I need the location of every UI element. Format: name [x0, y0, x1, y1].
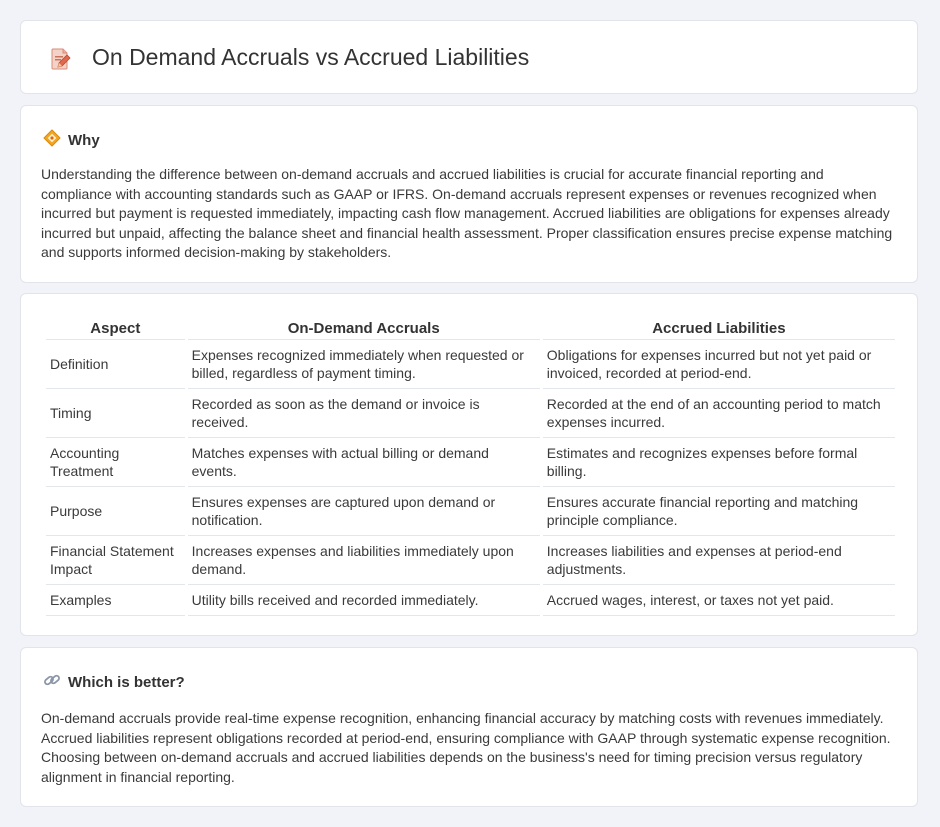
- row-aspect: Financial Statement Impact: [46, 536, 185, 585]
- row-aspect: Timing: [46, 389, 185, 438]
- diamond-warning-icon: [43, 129, 61, 152]
- why-section: [20, 105, 918, 283]
- row-accrued: Accrued wages, interest, or taxes not yet paid.: [543, 585, 895, 616]
- header-on-demand-accruals: On-Demand Accruals: [188, 315, 540, 340]
- header-aspect: Aspect: [46, 315, 185, 340]
- why-heading: Why: [68, 132, 100, 149]
- row-on-demand: Matches expenses with actual billing or demand events.: [188, 438, 540, 487]
- row-aspect: Definition: [46, 340, 185, 389]
- title-card: [20, 20, 918, 94]
- page-title: On Demand Accruals vs Accrued Liabilities: [92, 44, 530, 70]
- row-on-demand: Expenses recognized immediately when requested or billed, regardless of payment timing.: [188, 340, 540, 389]
- table-row: [46, 487, 895, 536]
- header-accrued-liabilities: Accrued Liabilities: [543, 315, 895, 340]
- row-on-demand: Utility bills received and recorded immediately.: [188, 585, 540, 616]
- link-icon: [43, 671, 61, 694]
- table-header-row: [46, 315, 895, 340]
- table-row: [46, 536, 895, 585]
- better-heading: Which is better?: [68, 674, 185, 691]
- better-body: On-demand accruals provide real-time expense recognition, enhancing financial accuracy by matching costs with revenues immediately. Accrued liabilities represent obligations recorded at period-end, ensuring compliance with GAAP through systematic expense recognition. Choosing between on-demand accruals and accrued liabilities depends on the business's need for timing precision versus regulatory alignment in financial reporting.: [41, 710, 891, 785]
- table-row: [46, 389, 895, 438]
- row-aspect: Examples: [46, 585, 185, 616]
- row-accrued: Obligations for expenses incurred but not yet paid or invoiced, recorded at period-end.: [543, 340, 895, 389]
- row-aspect: Purpose: [46, 487, 185, 536]
- comparison-table-card: [20, 293, 918, 636]
- why-heading-row: [43, 129, 100, 152]
- table-row: [46, 340, 895, 389]
- row-accrued: Recorded at the end of an accounting period to match expenses incurred.: [543, 389, 895, 438]
- row-on-demand: Recorded as soon as the demand or invoice is received.: [188, 389, 540, 438]
- row-accrued: Ensures accurate financial reporting and matching principle compliance.: [543, 487, 895, 536]
- row-aspect: Accounting Treatment: [46, 438, 185, 487]
- row-on-demand: Increases expenses and liabilities immediately upon demand.: [188, 536, 540, 585]
- document-edit-icon: [48, 47, 72, 76]
- which-is-better-section: [20, 647, 918, 807]
- better-heading-row: [43, 671, 185, 694]
- comparison-table: [43, 315, 898, 616]
- row-accrued: Estimates and recognizes expenses before formal billing.: [543, 438, 895, 487]
- table-row: [46, 438, 895, 487]
- table-row: [46, 585, 895, 616]
- row-on-demand: Ensures expenses are captured upon demand or notification.: [188, 487, 540, 536]
- row-accrued: Increases liabilities and expenses at period-end adjustments.: [543, 536, 895, 585]
- why-body: Understanding the difference between on-demand accruals and accrued liabilities is crucial for accurate financial reporting and compliance with accounting standards such as GAAP or IFRS. On-demand accruals represent expenses or revenues recognized when incurred but payment is requested immediately, impacting cash flow management. Accrued liabilities are obligations for expenses already incurred but unpaid, affecting the balance sheet and financial health assessment. Proper classification ensures precise expense matching and supports informed decision-making by stakeholders.: [41, 166, 893, 261]
